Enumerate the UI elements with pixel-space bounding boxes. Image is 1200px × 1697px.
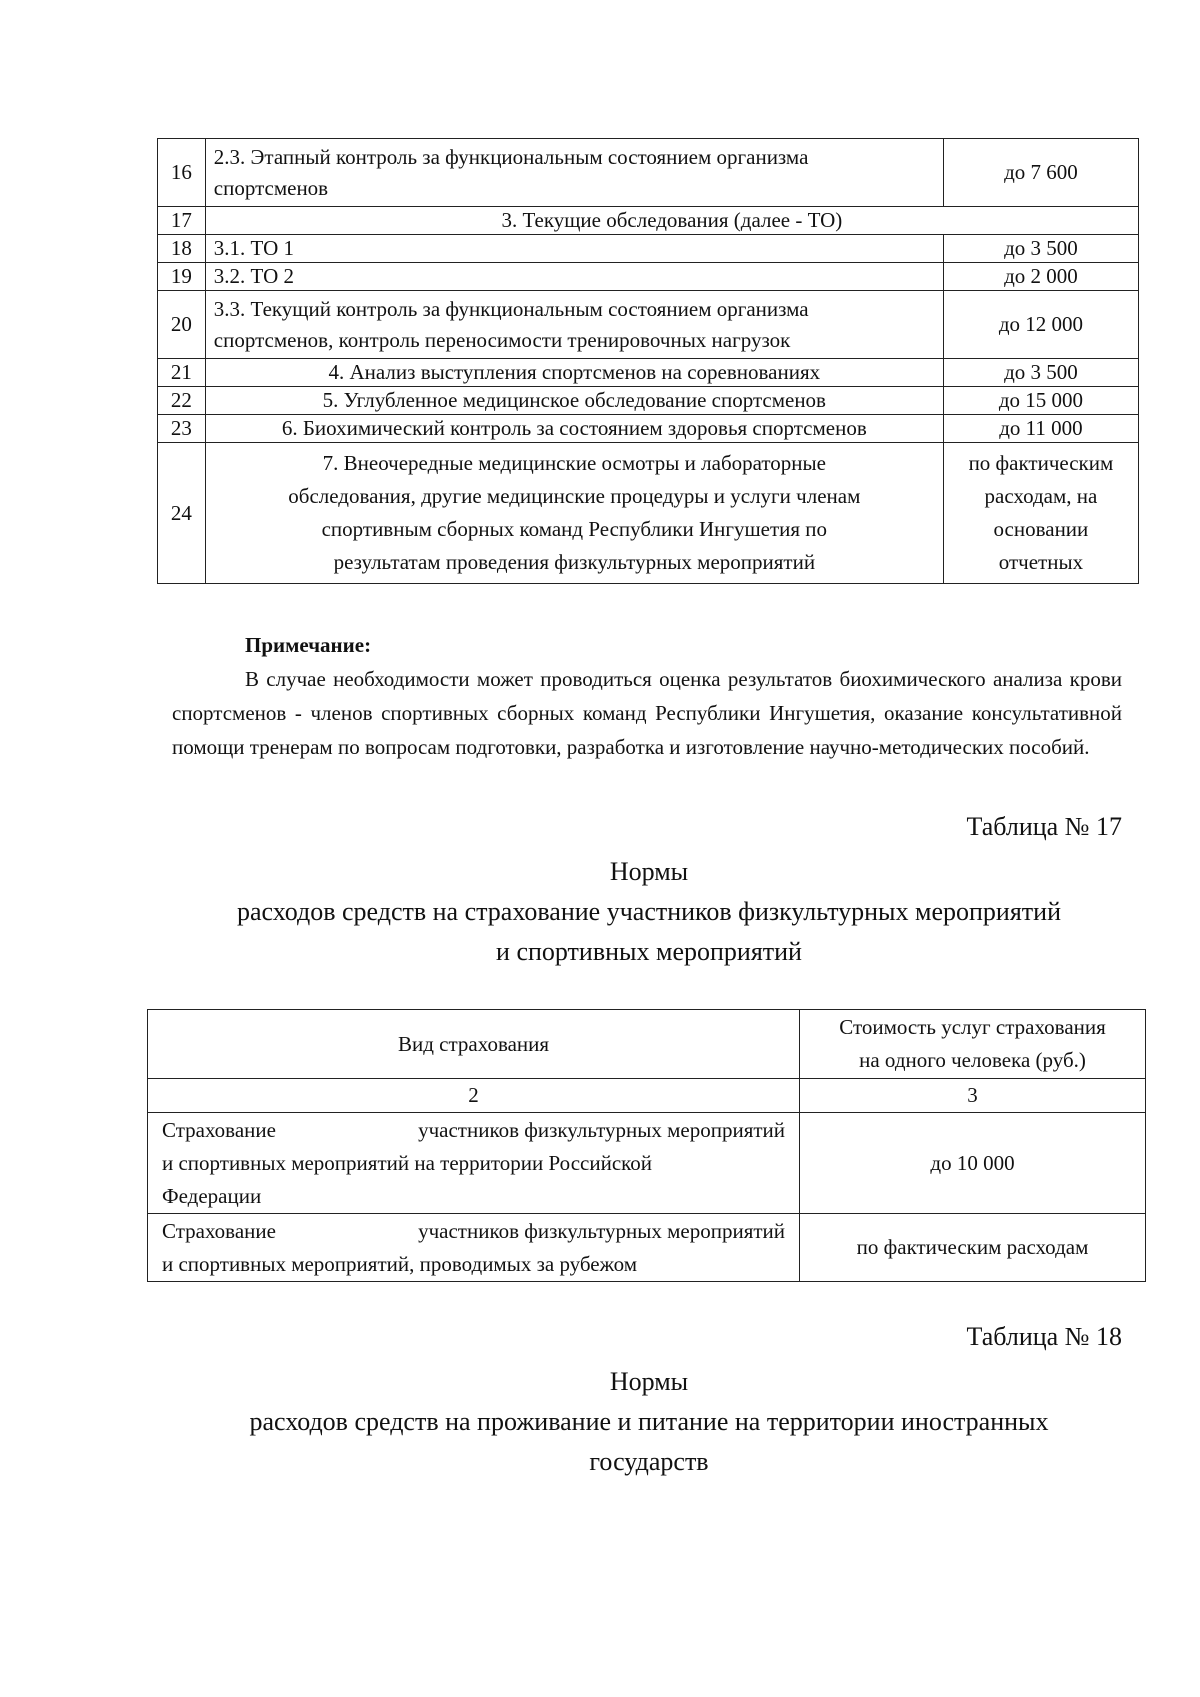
header-insurance-type: Вид страхования — [148, 1010, 800, 1079]
header-insurance-cost: Стоимость услуг страхования на одного человека (руб.) — [800, 1010, 1146, 1079]
row-number: 23 — [158, 415, 206, 443]
insurance-cost: по фактическим расходам — [800, 1214, 1146, 1282]
table-row — [158, 291, 1139, 359]
expenses-table — [157, 138, 1139, 584]
table-row — [158, 387, 1139, 415]
row-cost: по фактическим расходам, на основании отчетных — [943, 443, 1138, 584]
note-block — [172, 628, 1122, 764]
row-name: 3.2. ТО 2 — [205, 263, 943, 291]
table-17-label: Таблица № 17 — [966, 812, 1122, 841]
table-row — [158, 443, 1139, 584]
table-row — [158, 415, 1139, 443]
row-cost: до 3 500 — [943, 235, 1138, 263]
insurance-table — [147, 1009, 1146, 1282]
section-row — [158, 207, 1139, 235]
row-name: 6. Биохимический контроль за состоянием здоровья спортсменов — [205, 415, 943, 443]
section-title: 3. Текущие обследования (далее - ТО) — [205, 207, 1138, 235]
column-number-row — [148, 1079, 1146, 1113]
row-name: 3.3. Текущий контроль за функциональным состоянием организма спортсменов, контроль переносимости тренировочных нагрузок — [205, 291, 943, 359]
insurance-cost: до 10 000 — [800, 1113, 1146, 1214]
row-number: 16 — [158, 139, 206, 207]
row-cost: до 2 000 — [943, 263, 1138, 291]
table-row — [148, 1113, 1146, 1214]
row-name: 5. Углубленное медицинское обследование спортсменов — [205, 387, 943, 415]
table-row — [158, 359, 1139, 387]
row-number: 17 — [158, 207, 206, 235]
table-row — [148, 1214, 1146, 1282]
row-cost: до 12 000 — [943, 291, 1138, 359]
row-number: 22 — [158, 387, 206, 415]
row-cost: до 7 600 — [943, 139, 1138, 207]
row-number: 19 — [158, 263, 206, 291]
table-17-heading: Нормы расходов средств на страхование участников физкультурных мероприятий и спортивных мероприятий — [236, 857, 1061, 966]
table-header-row — [148, 1010, 1146, 1079]
row-number: 20 — [158, 291, 206, 359]
column-number: 3 — [800, 1079, 1146, 1113]
row-cost: до 15 000 — [943, 387, 1138, 415]
row-name: 2.3. Этапный контроль за функциональным состоянием организма спортсменов — [205, 139, 943, 207]
row-number: 18 — [158, 235, 206, 263]
row-name: 4. Анализ выступления спортсменов на соревнованиях — [205, 359, 943, 387]
row-number: 21 — [158, 359, 206, 387]
insurance-type: Страхование участников физкультурных мероприятий и спортивных мероприятий на территории Российской Федерации — [148, 1113, 800, 1214]
table-row — [158, 263, 1139, 291]
row-name: 7. Внеочередные медицинские осмотры и лабораторные обследования, другие медицинские процедуры и услуги членам спортивным сборных команд Республики Ингушетия по результатам проведения физкультурных мероприятий — [205, 443, 943, 584]
column-number: 2 — [148, 1079, 800, 1113]
note-text: В случае необходимости может проводиться оценка результатов биохимического анализа крови спортсменов - членов спортивных сборных команд Республики Ингушетия, оказание консультативной помощи тренерам по вопросам подготовки, разработка и изготовление научно-методических пособий. — [172, 667, 1122, 759]
table-row — [158, 235, 1139, 263]
row-number: 24 — [158, 443, 206, 584]
table-18-label: Таблица № 18 — [966, 1322, 1122, 1351]
row-name: 3.1. ТО 1 — [205, 235, 943, 263]
table-18-heading: Нормы расходов средств на проживание и питание на территории иностранных государств — [249, 1367, 1049, 1476]
row-cost: до 11 000 — [943, 415, 1138, 443]
note-title: Примечание: — [245, 633, 372, 657]
table-row — [158, 139, 1139, 207]
row-cost: до 3 500 — [943, 359, 1138, 387]
insurance-type: Страхование участников физкультурных мероприятий и спортивных мероприятий, проводимых за рубежом — [148, 1214, 800, 1282]
